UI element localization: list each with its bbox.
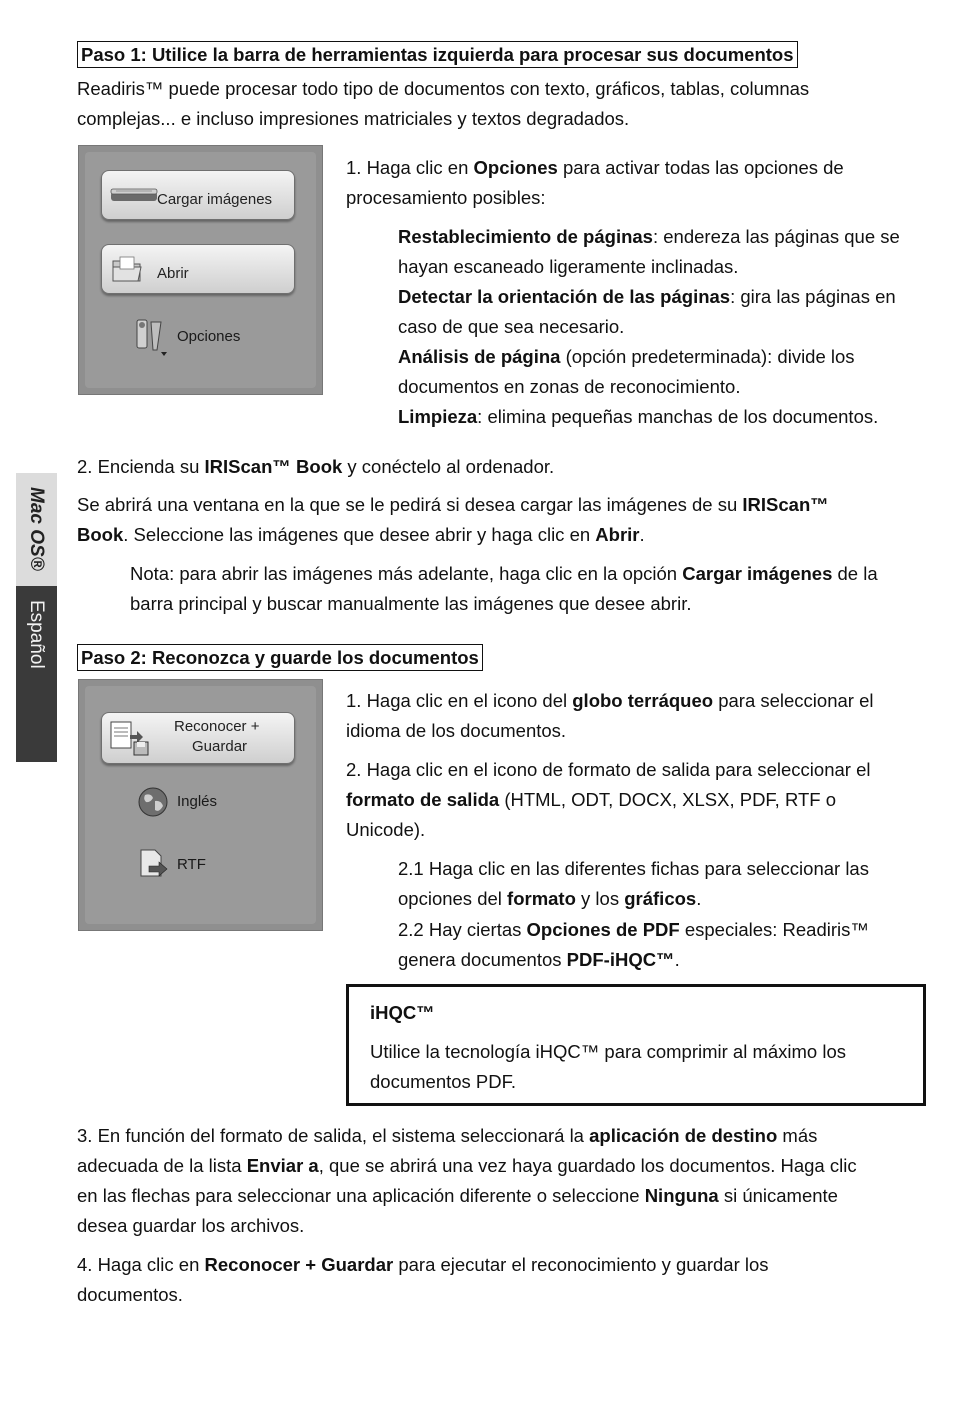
sub2-line1-post: especiales: Readiris™ xyxy=(679,919,869,940)
option-orientation-title: Detectar la orientación de las páginas xyxy=(398,286,731,307)
sub2-ihqc-bold: PDF-iHQC™ xyxy=(566,949,675,970)
options-button[interactable] xyxy=(131,316,240,358)
sub2-line2-end: . xyxy=(674,949,680,970)
option-cleanup-title: Limpieza xyxy=(398,406,478,427)
item3-line1-pre: 3. En función del formato de salida, el sistema seleccionará la xyxy=(77,1125,590,1146)
window-paragraph xyxy=(77,490,829,550)
language-tab xyxy=(16,586,57,762)
option-deskew-title: Restablecimiento de páginas xyxy=(398,226,653,247)
load-images-label: Cargar imágenes xyxy=(157,191,273,208)
step2-sub2 xyxy=(398,915,869,975)
os-tab xyxy=(16,473,57,586)
item3-line2-post: , que se abrirá una vez haya guardado los documentos. Haga clic xyxy=(318,1155,857,1176)
item4-line1-post: para ejecutar el reconocimiento y guardar los xyxy=(393,1254,769,1275)
tools-icon xyxy=(131,316,171,358)
globe-bold: globo terráqueo xyxy=(572,690,714,711)
item3-target-app-bold: aplicación de destino xyxy=(589,1125,778,1146)
note-line2: barra principal y buscar manualmente las imágenes que desee abrir. xyxy=(130,593,692,614)
note-paragraph xyxy=(130,559,878,619)
options-bold: Opciones xyxy=(473,157,558,178)
ihqc-line2: documentos PDF. xyxy=(370,1071,517,1092)
option-deskew-desc2: hayan escaneado ligeramente inclinadas. xyxy=(398,256,739,277)
note-line1-post: de la xyxy=(832,563,878,584)
sub2-line2-pre: genera documentos xyxy=(398,949,567,970)
sub1-line1: 2.1 Haga clic en las diferentes fichas para seleccionar las xyxy=(398,858,869,879)
step2-title xyxy=(77,644,483,671)
recognize-save-icon xyxy=(108,718,152,758)
step1-item2-pre: 2. Encienda su xyxy=(77,456,205,477)
item4-line2: documentos. xyxy=(77,1284,183,1305)
note-line1-pre: Nota: para abrir las imágenes más adelante, haga clic en la opción xyxy=(130,563,683,584)
option-deskew-desc: : endereza las páginas que se xyxy=(652,226,900,247)
output-format-bold: formato de salida xyxy=(346,789,500,810)
step1-item1-pre: 1. Haga clic en xyxy=(346,157,474,178)
window-line1-pre: Se abrirá una ventana en la que se le pedirá si desea cargar las imágenes de su xyxy=(77,494,743,515)
step2-item1-pre: 1. Haga clic en el icono del xyxy=(346,690,573,711)
language-tab-label: Español xyxy=(26,600,47,669)
item4-line1-pre: 4. Haga clic en xyxy=(77,1254,205,1275)
ihqc-line1: Utilice la tecnología iHQC™ para comprimir al máximo los xyxy=(370,1041,847,1062)
processing-options-list xyxy=(398,222,900,432)
sub2-line1-pre: 2.2 Hay ciertas xyxy=(398,919,527,940)
window-line2-bold: Book xyxy=(77,524,124,545)
option-page-analysis-desc2: documentos en zonas de reconocimiento. xyxy=(398,376,741,397)
side-tab xyxy=(16,473,57,762)
option-orientation-desc: : gira las páginas en xyxy=(730,286,896,307)
sub1-line2-end: . xyxy=(696,888,702,909)
step2-item4 xyxy=(77,1250,769,1310)
item3-line3-pre: en las flechas para seleccionar una aplicación diferente o seleccione xyxy=(77,1185,645,1206)
sub1-graphics-bold: gráficos xyxy=(624,888,697,909)
step2-item3 xyxy=(77,1121,857,1241)
recognize-save-button[interactable] xyxy=(101,712,295,764)
option-cleanup-desc: : elimina pequeñas manchas de los documentos. xyxy=(477,406,879,427)
step2-item2-line2-post: (HTML, ODT, DOCX, XLSX, PDF, RTF o xyxy=(499,789,837,810)
step2-title-text: Paso 2: Reconozca y guarde los documentos xyxy=(81,647,479,668)
item3-none-bold: Ninguna xyxy=(644,1185,719,1206)
window-line2-mid: . Seleccione las imágenes que desee abrir y haga clic en xyxy=(123,524,596,545)
step2-sub1 xyxy=(398,854,869,914)
load-images-button[interactable] xyxy=(101,170,295,220)
document-export-icon xyxy=(137,848,169,882)
step1-item2-post: y conéctelo al ordenador. xyxy=(342,456,555,477)
toolbar-screenshot-2 xyxy=(78,679,323,931)
option-page-analysis-desc: (opción predeterminada): divide los xyxy=(560,346,855,367)
item3-line2-pre: adecuada de la lista xyxy=(77,1155,247,1176)
item3-send-to-bold: Enviar a xyxy=(246,1155,319,1176)
open-label: Abrir xyxy=(157,265,189,282)
step1-item1 xyxy=(346,153,844,213)
step1-intro-line2: complejas... e incluso impresiones matriciales y textos degradados. xyxy=(77,108,630,129)
os-tab-label: Mac OS® xyxy=(26,487,47,571)
ihqc-text xyxy=(370,1037,846,1097)
window-line2-end: . xyxy=(639,524,645,545)
note-line1-bold: Cargar imágenes xyxy=(682,563,833,584)
window-line1-bold: IRIScan™ xyxy=(742,494,829,515)
option-page-analysis-title: Análisis de página xyxy=(398,346,561,367)
option-orientation-desc2: caso de que sea necesario. xyxy=(398,316,625,337)
step1-item2 xyxy=(77,452,554,482)
step1-intro-line1: Readiris™ puede procesar todo tipo de documentos con texto, gráficos, tablas, columnas xyxy=(77,78,810,99)
item4-recognize-save-bold: Reconocer + Guardar xyxy=(204,1254,394,1275)
sub1-line2-pre: opciones del xyxy=(398,888,508,909)
language-selector[interactable] xyxy=(137,786,217,818)
ihqc-info-box xyxy=(346,984,926,1106)
step1-intro xyxy=(77,74,809,134)
step2-item2-line1: 2. Haga clic en el icono de formato de salida para seleccionar el xyxy=(346,759,871,780)
step1-title xyxy=(77,41,798,68)
scanner-icon xyxy=(108,182,164,208)
recognize-save-label-2: Guardar xyxy=(192,738,248,755)
recognize-save-label-1: Reconocer + xyxy=(174,718,260,735)
format-label: RTF xyxy=(177,856,206,873)
sub1-line2-mid: y los xyxy=(575,888,625,909)
step1-item1-post: para activar todas las opciones de xyxy=(557,157,844,178)
item3-line4: desea guardar los archivos. xyxy=(77,1215,305,1236)
options-label: Opciones xyxy=(177,328,241,345)
item3-line1-post: más xyxy=(777,1125,818,1146)
step2-item1-post: para seleccionar el xyxy=(713,690,874,711)
step2-item2 xyxy=(346,755,870,845)
toolbar-screenshot-1 xyxy=(78,145,323,395)
open-button[interactable] xyxy=(101,244,295,294)
sub2-pdf-options-bold: Opciones de PDF xyxy=(526,919,680,940)
step2-item2-line3: Unicode). xyxy=(346,819,426,840)
ihqc-title: iHQC™ xyxy=(370,1002,435,1023)
window-line2-bold2: Abrir xyxy=(595,524,640,545)
step2-item1 xyxy=(346,686,873,746)
iriscan-book-bold: IRIScan™ Book xyxy=(204,456,343,477)
output-format-selector[interactable] xyxy=(137,848,206,882)
step2-item1-line2: idioma de los documentos. xyxy=(346,720,567,741)
item3-line3-post: si únicamente xyxy=(718,1185,838,1206)
step1-title-text: Paso 1: Utilice la barra de herramientas izquierda para procesar sus documentos xyxy=(81,44,794,65)
language-label: Inglés xyxy=(177,793,218,810)
step1-item1-line2: procesamiento posibles: xyxy=(346,187,546,208)
folder-icon xyxy=(110,254,144,284)
sub1-format-bold: formato xyxy=(507,888,576,909)
globe-icon xyxy=(137,786,169,818)
